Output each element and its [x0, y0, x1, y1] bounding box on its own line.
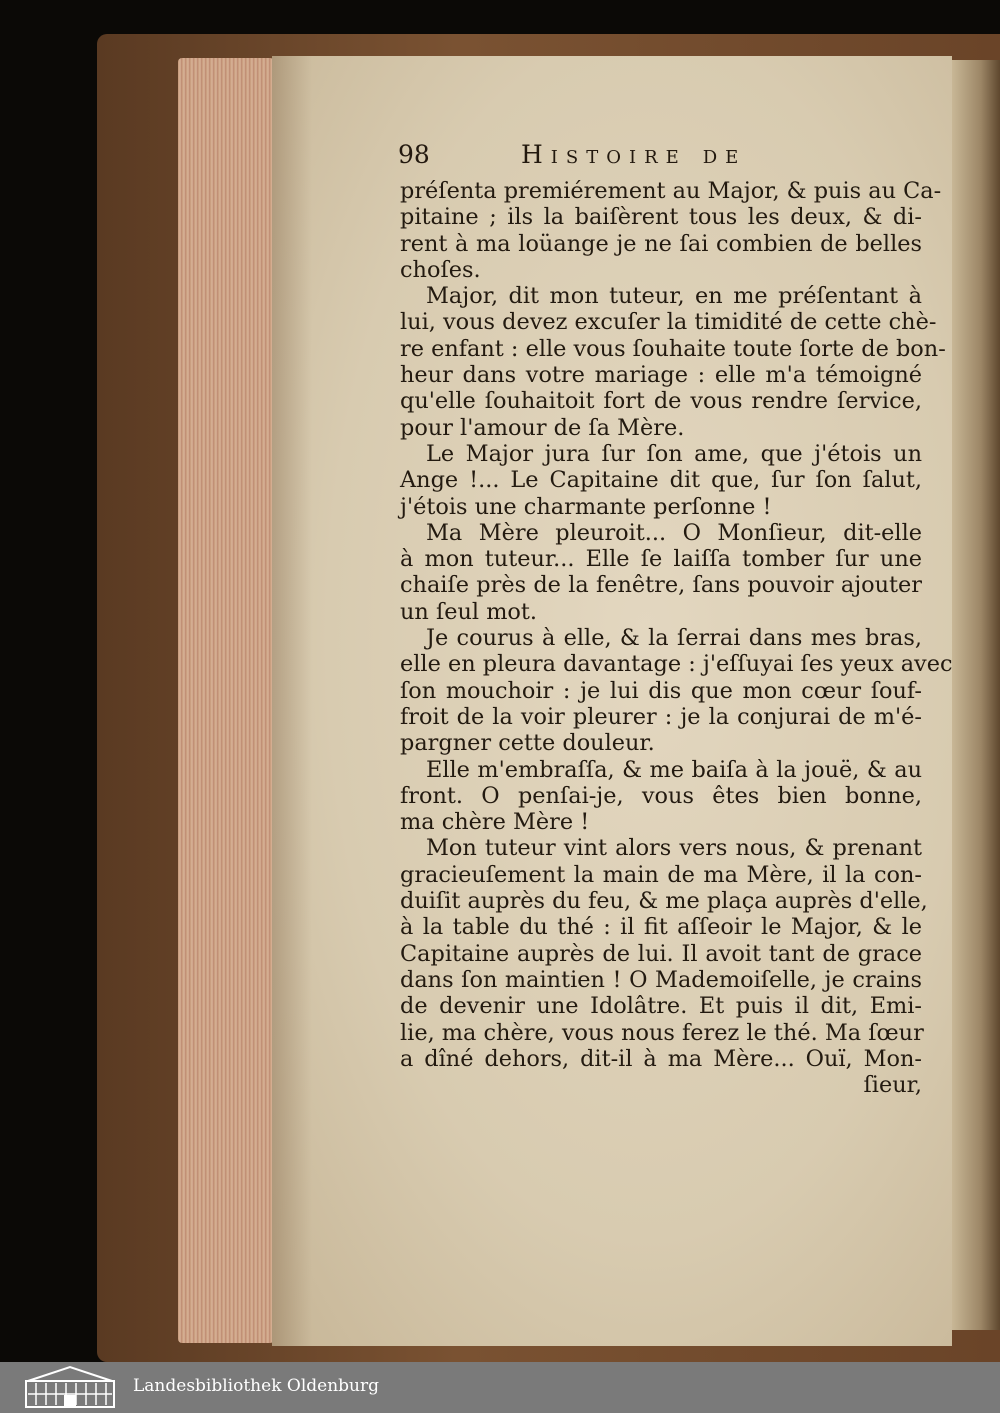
- text-line: Ma Mère pleuroit... O Monſieur, dit-elle: [426, 519, 922, 546]
- text-line: dans ſon maintien ! O Mademoiſelle, je crains: [400, 966, 922, 993]
- text-line: de devenir une Idolâtre. Et puis il dit, Emi-: [400, 993, 922, 1020]
- text-line: gracieuſement la main de ma Mère, il la con-: [400, 861, 922, 888]
- text-line: re enfant : elle vous ſouhaite toute ſorte de bon-: [400, 335, 946, 362]
- page-number: 98: [398, 140, 430, 169]
- text-line: Major, dit mon tuteur, en me préſentant à: [426, 283, 922, 310]
- text-line: elle en pleura davantage : j'eſſuyai ſes yeux avec: [400, 651, 953, 678]
- text-line: Je courus à elle, & la ſerrai dans mes bras,: [426, 625, 922, 652]
- text-line: pitaine ; ils la baiſèrent tous les deux, & di-: [400, 204, 922, 231]
- text-line: froit de la voir pleurer : je la conjurai de m'é-: [400, 703, 922, 730]
- text-line: ma chère Mère !: [400, 809, 590, 836]
- text-line: heur dans votre mariage : elle m'a témoigné: [400, 362, 922, 389]
- page-header: [398, 138, 838, 172]
- text-line: rent à ma loüange je ne ſai combien de belles: [400, 230, 922, 257]
- text-line: ſon mouchoir : je lui dis que mon cœur ſouf-: [400, 677, 922, 704]
- text-line: à la table du thé : il fit aſſeoir le Major, & le: [400, 914, 922, 941]
- text-line: Elle m'embraſſa, & me baiſa à la jouë, & au: [426, 756, 922, 783]
- text-line: préſenta premiérement au Major, & puis au Ca-: [400, 178, 942, 204]
- page-gutter-shadow: [272, 56, 312, 1346]
- library-name: Landesbibliothek Oldenburg: [133, 1376, 380, 1396]
- text-line: front. O penſai-je, vous êtes bien bonne,: [400, 782, 922, 809]
- catchword: ſieur,: [863, 1072, 922, 1099]
- running-title: Histoire de: [521, 140, 747, 169]
- text-line: Ange !... Le Capitaine dit que, ſur ſon ſalut,: [400, 467, 922, 494]
- text-line: lui, vous devez excuſer la timidité de cette chè-: [400, 309, 937, 336]
- text-line: choſes.: [400, 256, 481, 283]
- text-line: duiſit auprès du feu, & me plaça auprès d'elle,: [400, 888, 928, 915]
- text-line: Capitaine auprès de lui. Il avoit tant de grace: [400, 940, 922, 967]
- text-line: qu'elle ſouhaitoit fort de vous rendre ſervice,: [400, 388, 922, 415]
- text-line: Mon tuteur vint alors vers nous, & prenant: [426, 835, 922, 862]
- text-line: pour l'amour de ſa Mère.: [400, 414, 685, 441]
- text-line: lie, ma chère, vous nous ferez le thé. Ma ſœur: [400, 1019, 924, 1046]
- body-text: [400, 178, 953, 1099]
- text-line: a dîné dehors, dit-il à ma Mère... Ouï, Mon-: [400, 1045, 922, 1072]
- text-line: à mon tuteur... Elle ſe laiſſa tomber ſur une: [400, 546, 922, 573]
- text-line: j'étois une charmante perſonne !: [400, 493, 772, 520]
- library-footer: [0, 1362, 1000, 1413]
- library-building-icon: [18, 1365, 122, 1411]
- text-line: un ſeul mot.: [400, 598, 538, 625]
- text-line: chaiſe près de la fenêtre, ſans pouvoir ajouter: [400, 572, 922, 599]
- page-edges: [178, 58, 274, 1343]
- text-line: pargner cette douleur.: [400, 730, 655, 757]
- right-page-edge: [952, 60, 1000, 1330]
- text-line: Le Major jura ſur ſon ame, que j'étois un: [426, 440, 922, 467]
